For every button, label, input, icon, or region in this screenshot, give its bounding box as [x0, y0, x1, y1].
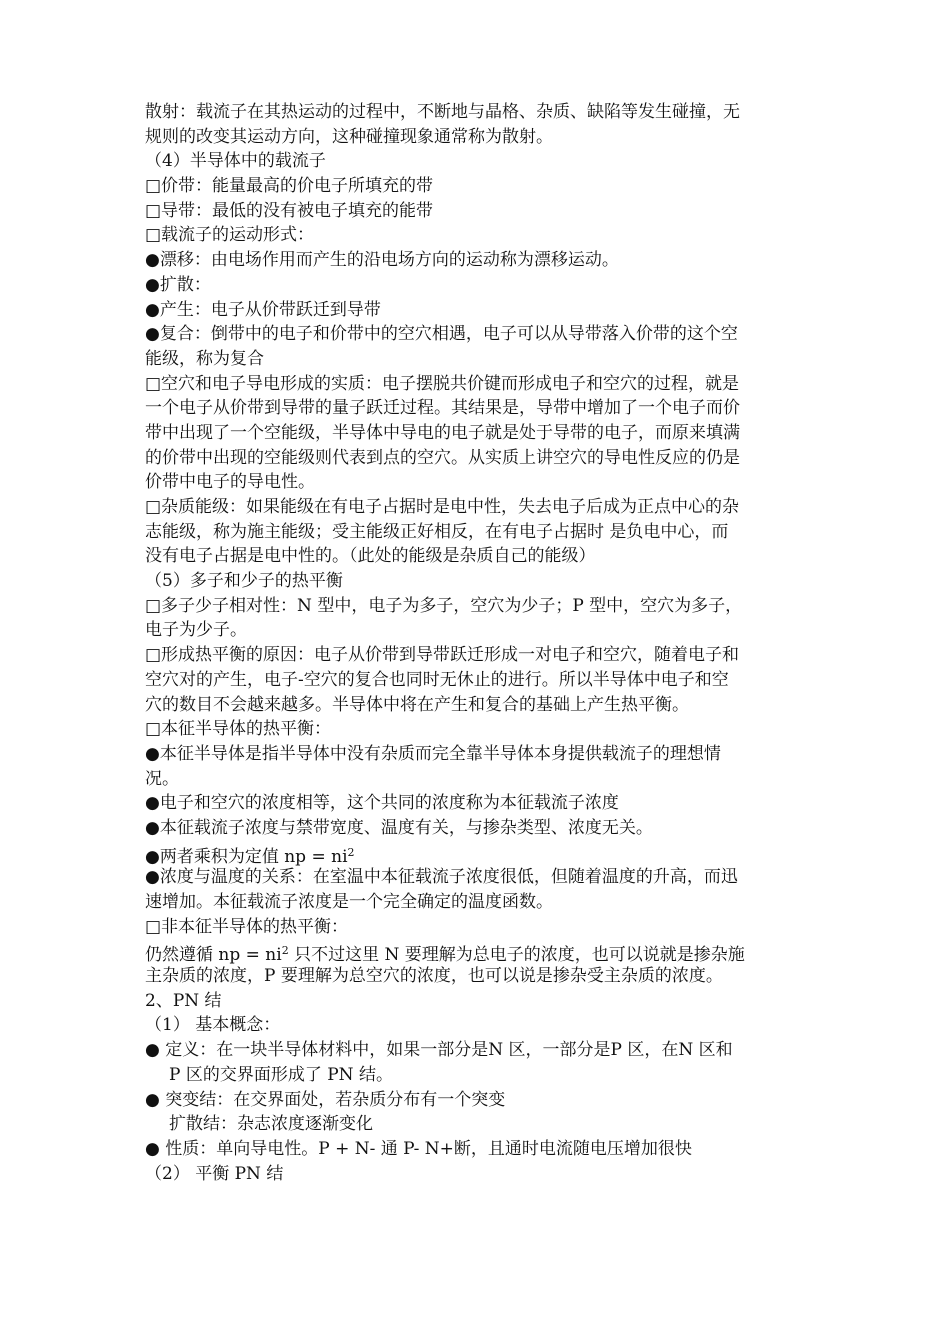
text-line	[145, 223, 810, 248]
line-text: □导带：最低的没有被电子填充的能带	[145, 200, 434, 221]
text-line	[145, 841, 810, 866]
line-text: ●浓度与温度的关系：在室温中本征载流子浓度很低，但随着温度的升高，而迅	[145, 867, 738, 888]
line-text: 没有电子占据是电中性的。（此处的能级是杂质自己的能级）	[145, 546, 596, 567]
text-line	[145, 742, 810, 767]
text-line	[145, 199, 810, 224]
line-text: □本征半导体的热平衡：	[145, 719, 332, 740]
line-text: 2、PN 结	[145, 990, 222, 1011]
text-line	[145, 396, 810, 421]
text-line	[145, 865, 810, 890]
line-text: 志能级，称为施主能级；受主能级正好相反，在有电子占据时 是负电中心，而	[145, 521, 729, 542]
text-line	[145, 470, 810, 495]
text-line	[145, 1063, 810, 1088]
line-text: 扩散结：杂志浓度逐渐变化	[169, 1114, 373, 1135]
line-text: 主杂质的浓度，P 要理解为总空穴的浓度，也可以说是掺杂受主杂质的浓度。	[145, 966, 723, 987]
text-line	[145, 939, 810, 964]
text-line	[145, 1013, 810, 1038]
text-line	[145, 989, 810, 1014]
text-line	[145, 248, 810, 273]
text-line	[145, 643, 810, 668]
line-text: 的价带中出现的空能级则代表到点的空穴。从实质上讲空穴的导电性反应的仍是	[145, 447, 740, 468]
line-text-continued: 只不过这里 N 要理解为总电子的浓度，也可以说就是掺杂施	[288, 945, 745, 966]
text-line	[145, 717, 810, 742]
line-text: 能级，称为复合	[145, 348, 264, 369]
line-text: ●本征载流子浓度与禁带宽度、温度有关，与掺杂类型、浓度无关。	[145, 817, 653, 838]
text-line	[145, 767, 810, 792]
line-text: 散射：载流子在其热运动的过程中，不断地与晶格、杂质、缺陷等发生碰撞，无	[145, 102, 740, 122]
text-line	[145, 594, 810, 619]
line-text: □空穴和电子导电形成的实质：电子摆脱共价键而形成电子和空穴的过程，就是	[145, 373, 740, 394]
line-text: □价带：能量最高的价电子所填充的带	[145, 176, 434, 197]
text-line	[145, 964, 810, 989]
line-text: ●电子和空穴的浓度相等，这个共同的浓度称为本征载流子浓度	[145, 793, 619, 814]
text-line	[145, 372, 810, 397]
line-text: （4）半导体中的载流子	[145, 151, 326, 172]
text-line	[145, 125, 810, 150]
text-line	[145, 322, 810, 347]
text-line	[145, 618, 810, 643]
text-line	[145, 495, 810, 520]
text-line	[145, 149, 810, 174]
line-text: ●产生：电子从价带跃迁到导带	[145, 299, 381, 320]
line-text: 价带中电子的导电性。	[145, 472, 315, 493]
text-line	[145, 1162, 810, 1187]
text-line	[145, 174, 810, 199]
text-line	[145, 1038, 810, 1063]
text-line	[145, 446, 810, 471]
superscript: 2	[281, 944, 289, 958]
line-text: □非本征半导体的热平衡：	[145, 916, 349, 937]
line-text: ●本征半导体是指半导体中没有杂质而完全靠半导体本身提供载流子的理想情	[145, 743, 721, 764]
line-text: （5）多子和少子的热平衡	[145, 571, 343, 592]
line-text: ● 性质：单向导电性。P + N- 通 P- N+断，且通时电流随电压增加很快	[145, 1138, 692, 1159]
text-line	[145, 298, 810, 323]
text-line	[145, 520, 810, 545]
text-line	[145, 915, 810, 940]
text-line	[145, 668, 810, 693]
text-line	[145, 1137, 810, 1162]
document-body	[145, 100, 810, 1186]
line-text: ●漂移：由电场作用而产生的沿电场方向的运动称为漂移运动。	[145, 250, 619, 271]
line-text: 速增加。本征载流子浓度是一个完全确定的温度函数。	[145, 892, 553, 912]
text-line	[145, 273, 810, 298]
line-text: □载流子的运动形式：	[145, 225, 315, 246]
line-text: （2） 平衡 PN 结	[145, 1163, 284, 1184]
line-text: 空穴对的产生，电子-空穴的复合也同时无休止的进行。所以半导体中电子和空	[145, 669, 729, 690]
text-line	[145, 1088, 810, 1113]
line-text: ●两者乘积为定值 np = ni	[145, 846, 348, 867]
line-text: （1） 基本概念：	[145, 1015, 281, 1036]
line-text: □形成热平衡的原因：电子从价带到导带跃迁形成一对电子和空穴，随着电子和	[145, 645, 740, 666]
line-text: ● 定义：在一块半导体材料中，如果一部分是N 区，一部分是P 区，在N 区和	[145, 1040, 733, 1061]
text-line	[145, 816, 810, 841]
text-line	[145, 100, 810, 125]
text-line	[145, 693, 810, 718]
text-line	[145, 421, 810, 446]
line-text: ● 突变结：在交界面处，若杂质分布有一个突变	[145, 1089, 506, 1110]
text-line	[145, 791, 810, 816]
line-text: 仍然遵循 np = ni	[145, 945, 282, 966]
text-line	[145, 569, 810, 594]
text-line	[145, 544, 810, 569]
superscript: 2	[347, 845, 355, 859]
line-text: 一个电子从价带到导带的量子跃迁过程。其结果是，导带中增加了一个电子而价	[145, 398, 740, 419]
line-text: □杂质能级：如果能级在有电子占据时是电中性，失去电子后成为正点中心的杂	[145, 497, 740, 517]
line-text: P 区的交界面形成了 PN 结。	[169, 1064, 393, 1085]
line-text: 带中出现了一个空能级，半导体中导电的电子就是处于导带的电子，而原来填满	[145, 422, 740, 443]
text-line	[145, 890, 810, 915]
line-text: 况。	[145, 768, 179, 789]
line-text: 穴的数目不会越来越多。半导体中将在产生和复合的基础上产生热平衡。	[145, 694, 689, 715]
text-line	[145, 1112, 810, 1137]
line-text: □多子少子相对性：N 型中，电子为多子，空穴为少子；P 型中，空穴为多子，	[145, 595, 743, 616]
text-line	[145, 347, 810, 372]
line-text: ●扩散：	[145, 274, 211, 295]
line-text: ●复合：倒带中的电子和价带中的空穴相遇，电子可以从导带落入价带的这个空	[145, 324, 738, 345]
line-text: 规则的改变其运动方向，这种碰撞现象通常称为散射。	[145, 126, 553, 147]
line-text: 电子为少子。	[145, 620, 247, 641]
